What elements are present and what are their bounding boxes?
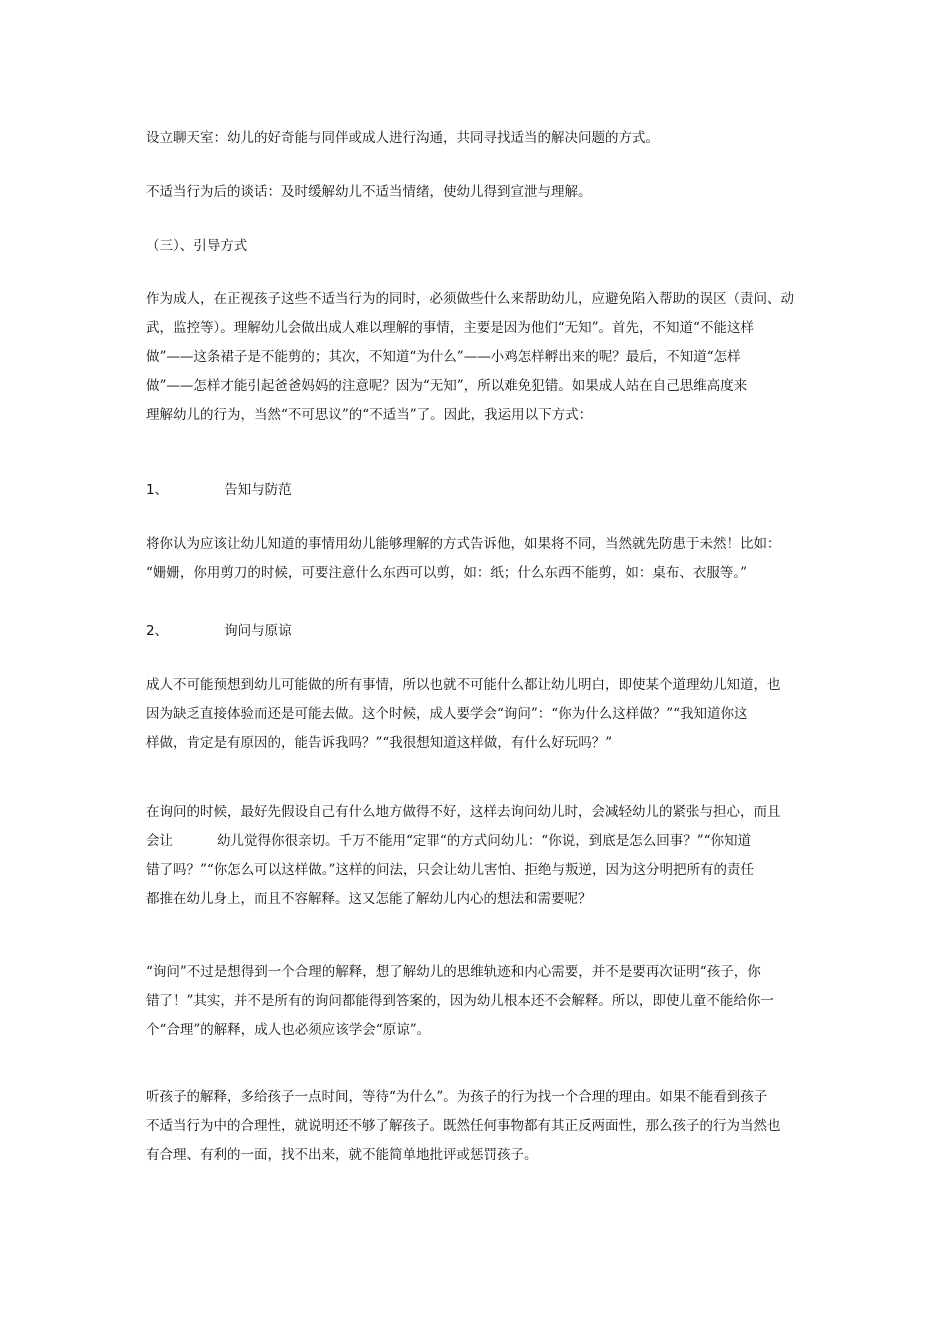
paragraph-line: “询问”不过是想得到一个合理的解释，想了解幼儿的思维轨迹和内心需要，并不是要再次证明“孩子，你 [146,964,761,980]
paragraph-line: 成人不可能预想到幼儿可能做的所有事情，所以也就不可能什么都让幼儿明白，即使某个道理幼儿知道，也 [146,677,781,693]
paragraph-inform [146,530,812,588]
paragraph-line: 做”——这条裙子是不能剪的；其次，不知道“为什么”——小鸡怎样孵出来的呢？最后，不知道“怎样 [146,349,741,365]
paragraph-listen [146,1083,812,1170]
paragraph-line: 作为成人，在正视孩子这些不适当行为的同时，必须做些什么来帮助幼儿，应避免陷入帮助的误区（责问、动 [146,291,794,307]
paragraph-ask-method [146,798,812,914]
subheading-line [146,476,812,505]
paragraph-line: 有合理、有利的一面，找不出来，就不能简单地批评或惩罚孩子。 [146,1147,538,1163]
line-end: 幼儿觉得你很亲切。千万不能用“定罪“的方式问幼儿：“你说，到底是怎么回事？”“你知道 [217,833,752,849]
paragraph-line: 个“合理”的解释，成人也必须应该学会“原谅”。 [146,1022,431,1038]
paragraph-line: 在询问的时候，最好先假设自己有什么地方做得不好，这样去询问幼儿时，会减轻幼儿的紧张与担心，而且 [146,804,781,820]
subheading-text: 告知与防范 [224,482,292,498]
paragraph-line: 理解幼儿的行为，当然“不可思议”的“不适当”了。因此，我运用以下方式： [146,407,593,423]
paragraph-line: 听孩子的解释，多给孩子一点时间，等待“为什么”。为孩子的行为找一个合理的理由。如果不能看到孩子 [146,1089,768,1105]
paragraph-line: 将你认为应该让幼儿知道的事情用幼儿能够理解的方式告诉他，如果将不同，当然就先防患于未然！比如： [146,536,781,552]
paragraph-line: 错了！”其实，并不是所有的询问都能得到答案的，因为幼儿根本还不会解释。所以，即使儿童不能给你一 [146,993,774,1009]
paragraph-line: 错了吗？”“你怎么可以这样做。”这样的问法，只会让幼儿害怕、拒绝与叛逆，因为这分明把所有的责任 [146,862,754,878]
subheading-text: 询问与原谅 [224,623,292,639]
paragraph-line: 都推在幼儿身上，而且不容解释。这又怎能了解幼儿内心的想法和需要呢？ [146,891,592,907]
subheading-ask [146,617,812,646]
paragraph-line: 不适当行为后的谈话：及时缓解幼儿不适当情绪，使幼儿得到宣泄与理解。 [146,184,592,200]
paragraph-chat-room [146,124,812,153]
paragraph-line: 因为缺乏直接体验而还是可能去做。这个时候，成人要学会“询问”：“你为什么这样做？”“我知道你这 [146,706,748,722]
paragraph-ask-purpose [146,958,812,1045]
paragraph-line: 样做，肯定是有原因的，能告诉我吗？”“我很想知道这样做，有什么好玩吗？” [146,735,613,751]
paragraph-ask-intro [146,671,812,758]
paragraph-line [146,827,812,856]
paragraph-adult-role [146,285,812,430]
subheading-number: 2、 [146,623,169,639]
paragraph-line: 设立聊天室：幼儿的好奇能与同伴或成人进行沟通，共同寻找适当的解决问题的方式。 [146,130,659,146]
line-start: 会让 [146,833,173,849]
paragraph-line: 做”——怎样才能引起爸爸妈妈的注意呢？因为“无知”，所以难免犯错。如果成人站在自己思维高度来 [146,378,748,394]
paragraph-line: 武，监控等）。理解幼儿会做出成人难以理解的事情，主要是因为他们“无知”。首先，不知道“不能这样 [146,320,754,336]
paragraph-after-talk [146,178,812,207]
subheading-inform [146,476,812,505]
subheading-number: 1、 [146,482,169,498]
section-heading-guidance [146,232,812,261]
paragraph-line: 不适当行为中的合理性，就说明还不够了解孩子。既然任何事物都有其正反两面性，那么孩子的行为当然也 [146,1118,781,1134]
paragraph-line: “姗姗，你用剪刀的时候，可要注意什么东西可以剪，如：纸；什么东西不能剪，如：桌布、衣服等。” [146,565,748,581]
subheading-line [146,617,812,646]
heading-text: （三）、引导方式 [146,238,248,254]
